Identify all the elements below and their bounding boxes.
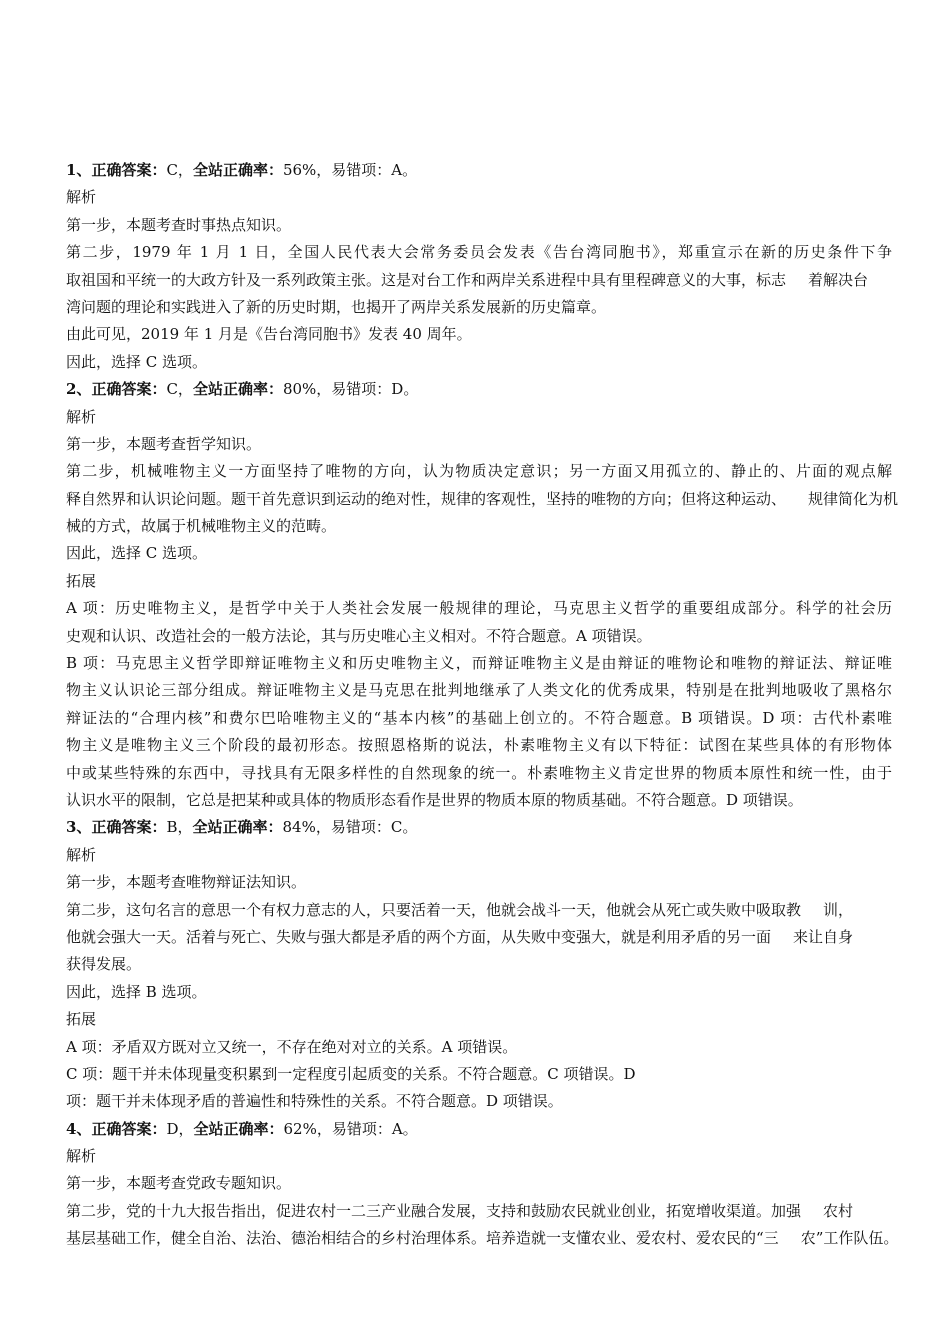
- text-line: 中或某些特殊的东西中，寻找具有无限多样性的自然现象的统一。朴素唯物主义肯定世界的物质本原性和统一性，由于: [66, 763, 892, 782]
- text-segment: 取祖国和平统一的大政方针及一系列政策主张。这是对台工作和两岸关系进程中具有里程碑意义的大事，标志: [66, 270, 787, 289]
- document-body: [66, 157, 899, 1253]
- analysis-title: 解析: [66, 407, 97, 426]
- question-number: 3、: [66, 818, 92, 837]
- text-line: 湾问题的理论和实践进入了新的历史时期，也揭开了两岸关系发展新的历史篇章。: [66, 297, 607, 316]
- text-segment: 来让自身: [793, 927, 854, 946]
- text-line: 由此可见，2019 年 1 月是《告台湾同胞书》发表 40 周年。: [66, 325, 472, 344]
- answer-value: B，: [166, 818, 193, 837]
- text-line: 第二步，1979 年 1 月 1 日，全国人民代表大会常务委员会发表《告台湾同胞书》，郑重宣示在新的历史条件下争: [66, 243, 892, 262]
- text-line: C 项：题干并未体现量变积累到一定程度引起质变的关系。不符合题意。C 项错误。D: [66, 1064, 636, 1083]
- text-line: B 项：马克思主义哲学即辩证唯物主义和历史唯物主义，而辩证唯物主义是由辩证的唯物论和唯物的辩证法、辩证唯: [66, 654, 892, 673]
- text-segment: 规律简化为机: [808, 489, 899, 508]
- answer-label: 正确答案：: [91, 380, 167, 399]
- question-number: 1、: [66, 161, 92, 179]
- text-segment: 农”工作队伍。: [800, 1229, 899, 1248]
- text-line: [66, 267, 892, 294]
- rate-value: 80%，易错项：D。: [282, 380, 419, 399]
- question-header: [66, 814, 892, 841]
- text-line: 物主义是唯物主义三个阶段的最初形态。按照恩格斯的说法，朴素唯物主义有以下特征：试图在某些具体的有形物体: [66, 736, 892, 755]
- text-line: 第一步，本题考查时事热点知识。: [66, 215, 292, 234]
- question-number: 4、: [66, 1119, 92, 1138]
- text-line: 辩证法的“合理内核”和费尔巴哈唯物主义的“基本内核”的基础上创立的。不符合题意。B 项错误。D 项：古代朴素唯: [66, 708, 892, 727]
- rate-label: 全站正确率：: [192, 380, 283, 399]
- text-segment: 农村: [823, 1201, 854, 1220]
- extension-title: 拓展: [66, 571, 97, 590]
- text-segment: 第二步，这句名言的意思一个有权力意志的人，只要活着一天，他就会战斗一天，他就会从死亡或失败中吸取教: [66, 900, 802, 919]
- text-line: 史观和认识、改造社会的一般方法论，其与历史唯心主义相对。不符合题意。A 项错误。: [66, 626, 652, 645]
- answer-value: D，: [166, 1119, 194, 1138]
- question-header: [66, 376, 892, 403]
- answer-label: 正确答案：: [91, 1119, 167, 1138]
- text-line: [66, 1198, 892, 1225]
- answer-label: 正确答案：: [91, 161, 167, 179]
- answer-value: C，: [166, 380, 193, 399]
- text-segment: 释自然界和认识论问题。题干首先意识到运动的绝对性，规律的客观性，坚持的唯物的方向；但将这种运动、: [66, 489, 787, 508]
- rate-label: 全站正确率：: [192, 818, 283, 837]
- text-line: 第二步，机械唯物主义一方面坚持了唯物的方向，认为物质决定意识；另一方面又用孤立的、静止的、片面的观点解: [66, 462, 892, 481]
- text-line: [66, 486, 899, 513]
- text-line: A 项：历史唯物主义，是哲学中关于人类社会发展一般规律的理论，马克思主义哲学的重要组成部分。科学的社会历: [66, 599, 892, 618]
- text-line: 第一步，本题考查唯物辩证法知识。: [66, 873, 307, 892]
- rate-value: 56%，易错项：A。: [282, 161, 418, 179]
- rate-label: 全站正确率：: [193, 1119, 284, 1138]
- text-line: [66, 1225, 899, 1252]
- rate-label: 全站正确率：: [192, 161, 283, 179]
- rate-value: 62%，易错项：A。: [283, 1119, 418, 1138]
- text-line: 获得发展。: [66, 955, 142, 974]
- text-segment: 训，: [823, 900, 854, 919]
- text-segment: 他就会强大一天。活着与死亡、失败与强大都是矛盾的两个方面，从失败中变强大，就是利用矛盾的另一面: [66, 927, 772, 946]
- analysis-title: 解析: [66, 188, 97, 207]
- text-line: 认识水平的限制，它总是把某种或具体的物质形态看作是世界的物质本原的物质基础。不符合题意。D 项错误。: [66, 790, 803, 809]
- text-line: A 项：矛盾双方既对立又统一，不存在绝对对立的关系。A 项错误。: [66, 1037, 518, 1056]
- text-line: 第一步，本题考查哲学知识。: [66, 434, 262, 453]
- text-line: 物主义认识论三部分组成。辩证唯物主义是马克思在批判地继承了人类文化的优秀成果，特别是在批判地吸收了黑格尔: [66, 681, 892, 700]
- extension-title: 拓展: [66, 1010, 97, 1029]
- text-line: [66, 897, 892, 924]
- text-line: 项：题干并未体现矛盾的普遍性和特殊性的关系。不符合题意。D 项错误。: [66, 1092, 563, 1111]
- question-header: [66, 1116, 892, 1143]
- analysis-title: 解析: [66, 1147, 97, 1166]
- question-number: 2、: [66, 380, 92, 399]
- text-line: 械的方式，故属于机械唯物主义的范畴。: [66, 517, 337, 536]
- text-segment: 第二步，党的十九大报告指出，促进农村一二三产业融合发展，支持和鼓励农民就业创业，拓宽增收渠道。加强: [66, 1201, 802, 1220]
- text-line: [66, 924, 892, 951]
- analysis-title: 解析: [66, 845, 97, 864]
- answer-value: C，: [166, 161, 193, 179]
- rate-value: 84%，易错项：C。: [282, 818, 418, 837]
- text-line: 因此，选择 C 选项。: [66, 544, 208, 563]
- text-segment: 基层基础工作，健全自治、法治、德治相结合的乡村治理体系。培养造就一支懂农业、爱农村、爱农民的“三: [66, 1229, 779, 1248]
- text-segment: 着解决台: [808, 270, 869, 289]
- text-line: 因此，选择 C 选项。: [66, 352, 208, 371]
- text-line: 第一步，本题考查党政专题知识。: [66, 1174, 292, 1193]
- question-header: [66, 157, 892, 184]
- text-line: 因此，选择 B 选项。: [66, 982, 207, 1001]
- answer-label: 正确答案：: [91, 818, 167, 837]
